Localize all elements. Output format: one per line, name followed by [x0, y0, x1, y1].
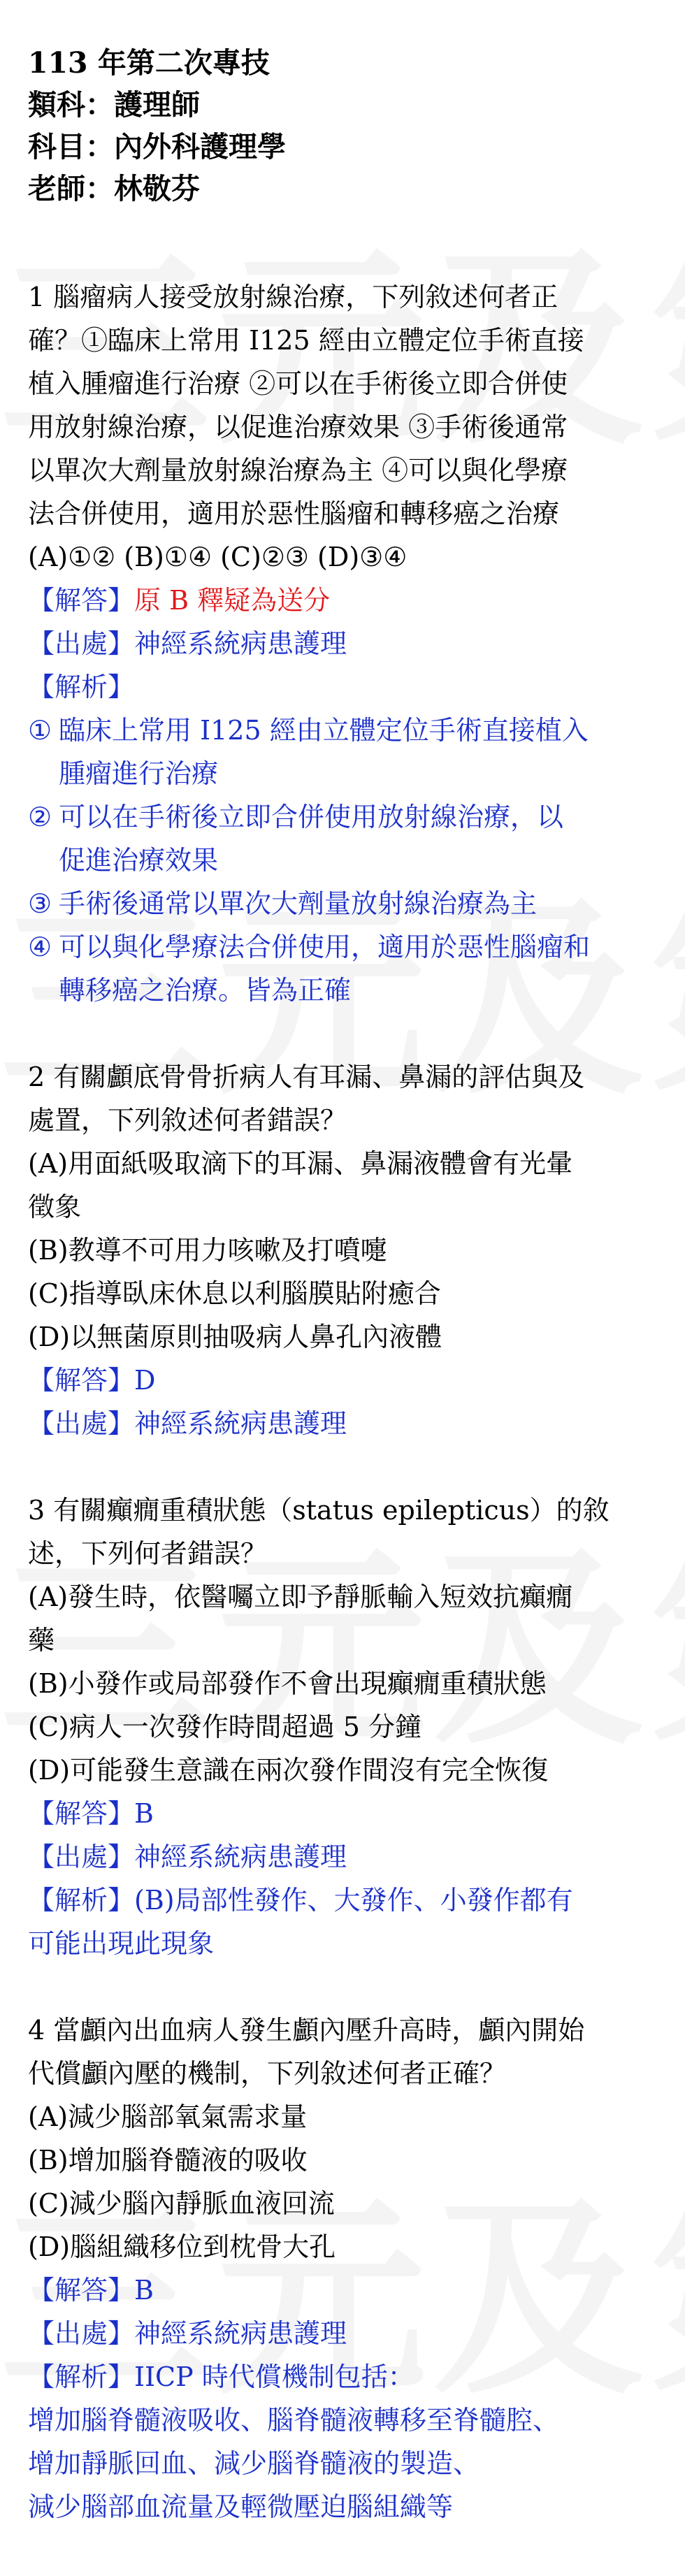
question-3-stem: 3 有關癲癇重積狀態（status epilepticus）的敘 述，下列何者錯誤？	[28, 1495, 610, 1569]
question-1-answer: 【解答】原 B 釋疑為送分	[28, 585, 331, 616]
question-2-stem: 2 有關顱底骨骨折病人有耳漏、鼻漏的評估與及 處置，下列敘述何者錯誤？	[28, 1062, 585, 1136]
question-3-explain-cont: 可能出現此現象	[28, 1928, 215, 1959]
question-4-explain: 【解析】IICP 時代償機制包括：	[28, 2361, 414, 2392]
question-2-source: 【出處】神經系統病患護理	[28, 1408, 347, 1439]
question-3-source: 【出處】神經系統病患護理	[28, 1841, 347, 1872]
question-1-explain-label: 【解析】	[28, 672, 135, 702]
explain-item-4: ④ 可以與化學療法合併使用，適用於惡性腦瘤和 轉移癌之治療。皆為正確	[28, 932, 591, 1006]
question-1-source: 【出處】神經系統病患護理	[28, 628, 347, 659]
question-2	[28, 1055, 657, 1445]
question-1-options: (A)①② (B)①④ (C)②③ (D)③④	[28, 542, 408, 572]
question-3-options: (A)發生時，依醫囑立即予靜脈輸入短效抗癲癇 藥 (B)小發作或局部發作不會出現癲癇重積狀態 (C)病人一次發作時間超過 5 分鐘 (D)可能發生意識在兩次發作間沒有完全恢復	[28, 1582, 573, 1786]
question-4-answer: 【解答】B	[28, 2275, 154, 2306]
exam-header	[28, 42, 657, 210]
question-4-source: 【出處】神經系統病患護理	[28, 2318, 347, 2349]
question-1	[28, 275, 657, 1012]
question-4-explain-line-3: 減少腦部血流量及輕微壓迫腦組織等	[28, 2491, 454, 2522]
question-4-explain-line-1: 增加腦脊髓液吸收、腦脊髓液轉移至脊髓腔、	[28, 2405, 560, 2436]
question-1-stem: 1 腦瘤病人接受放射線治療，下列敘述何者正 確？①臨床上常用 I125 經由立體定位手術直接 植入腫瘤進行治療 ②可以在手術後立即合併使 用放射線治療，以促進治療效果 ③手術後通常 以單次大劑量放射線治療為主 ④可以與化學療 法合併使用，適用於惡性腦瘤和轉移癌之治療	[28, 282, 584, 529]
question-4-options: (A)減少腦部氧氣需求量 (B)增加腦脊髓液的吸收 (C)減少腦內靜脈血液回流 (D)腦組織移位到枕骨大孔	[28, 2101, 336, 2262]
question-3	[28, 1489, 657, 1965]
question-2-options: (A)用面紙吸取滴下的耳漏、鼻漏液體會有光暈 徵象 (B)教導不可用力咳嗽及打噴嚏 (C)指導臥床休息以利腦膜貼附癒合 (D)以無菌原則抽吸病人鼻孔內液體	[28, 1148, 573, 1352]
question-2-answer: 【解答】D	[28, 1365, 156, 1396]
question-4-stem: 4 當顱內出血病人發生顱內壓升高時，顱內開始 代償顱內壓的機制，下列敘述何者正確？	[28, 2015, 585, 2089]
exam-teacher: 老師：林敬芬	[28, 172, 200, 205]
explain-item-1: ① 臨床上常用 I125 經由立體定位手術直接植入 腫瘤進行治療	[28, 715, 589, 789]
exam-title: 113 年第二次專技	[28, 46, 270, 80]
question-4-explain-line-2: 增加靜脈回血、減少腦脊髓液的製造、	[28, 2448, 480, 2479]
explain-item-2: ② 可以在手術後立即合併使用放射線治療，以 促進治療效果	[28, 802, 564, 876]
exam-subject: 科目：內外科護理學	[28, 130, 286, 164]
exam-category: 類科：護理師	[28, 88, 200, 122]
question-4	[28, 2009, 657, 2528]
question-3-explain: 【解析】(B)局部性發作、大發作、小發作都有	[28, 1885, 573, 1916]
explain-item-3: ③ 手術後通常以單次大劑量放射線治療為主	[28, 888, 538, 919]
question-3-answer: 【解答】B	[28, 1798, 154, 1829]
